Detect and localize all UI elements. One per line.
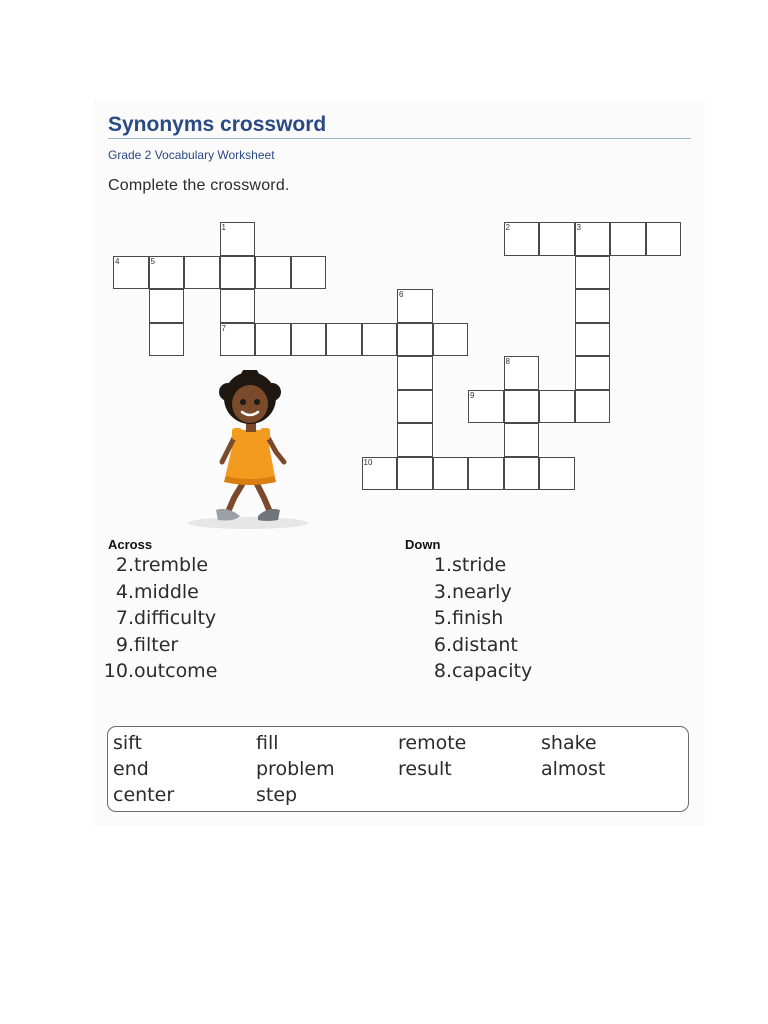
crossword-cell[interactable] bbox=[397, 390, 433, 424]
word-bank-item: shake bbox=[541, 732, 597, 754]
word-bank-item: almost bbox=[541, 758, 606, 780]
word-bank-item: fill bbox=[256, 732, 279, 754]
crossword-cell[interactable] bbox=[504, 423, 540, 457]
crossword-cell-9[interactable] bbox=[468, 390, 504, 424]
word-bank-item: result bbox=[398, 758, 452, 780]
crossword-cell[interactable] bbox=[149, 323, 185, 357]
crossword-cell[interactable] bbox=[397, 356, 433, 390]
crossword-cell[interactable] bbox=[468, 457, 504, 491]
across-heading: Across bbox=[108, 537, 153, 552]
clue-number: 5. bbox=[433, 607, 452, 630]
clue-number: 8. bbox=[433, 660, 452, 683]
crossword-cell[interactable] bbox=[397, 457, 433, 491]
clue-number: 6. bbox=[433, 633, 452, 656]
across-clue bbox=[100, 660, 217, 687]
word-bank-item: end bbox=[113, 758, 149, 780]
word-bank-item: step bbox=[256, 784, 298, 806]
clue-number: 7 bbox=[221, 323, 226, 333]
clue-text: finish bbox=[452, 607, 504, 630]
crossword-cell[interactable] bbox=[291, 323, 327, 357]
clue-text: nearly bbox=[452, 580, 512, 603]
crossword-cell[interactable] bbox=[397, 323, 433, 357]
crossword-cell[interactable] bbox=[149, 289, 185, 323]
clue-text: distant bbox=[452, 633, 518, 656]
clue-text: capacity bbox=[452, 660, 533, 683]
clue-text: tremble bbox=[134, 554, 209, 576]
crossword-cell[interactable] bbox=[539, 390, 575, 424]
crossword-cell[interactable] bbox=[326, 323, 362, 357]
crossword-cell-7[interactable] bbox=[220, 323, 256, 357]
crossword-cell[interactable] bbox=[504, 390, 540, 424]
walking-girl-illustration bbox=[184, 370, 312, 532]
crossword-cell[interactable] bbox=[575, 356, 611, 390]
crossword-cell[interactable] bbox=[539, 457, 575, 491]
down-clue-list bbox=[418, 554, 532, 687]
crossword-cell-5[interactable] bbox=[149, 256, 185, 290]
across-clue bbox=[100, 607, 217, 634]
crossword-cell[interactable] bbox=[610, 222, 646, 256]
word-bank-item: center bbox=[113, 784, 175, 806]
instruction-text: Complete the crossword. bbox=[108, 177, 290, 194]
clue-number: 5 bbox=[150, 256, 155, 266]
clue-text: difficulty bbox=[134, 607, 217, 630]
down-clue bbox=[418, 581, 532, 608]
crossword-cell[interactable] bbox=[291, 256, 327, 290]
clue-number: 9 bbox=[470, 390, 475, 400]
crossword-cell-8[interactable] bbox=[504, 356, 540, 390]
crossword-cell[interactable] bbox=[184, 256, 220, 290]
across-clue bbox=[100, 634, 217, 661]
crossword-cell[interactable] bbox=[397, 423, 433, 457]
down-clue bbox=[418, 660, 532, 687]
clue-number: 1 bbox=[221, 223, 226, 232]
word-bank-item: remote bbox=[398, 732, 467, 754]
across-clue bbox=[100, 554, 217, 581]
word-bank bbox=[107, 726, 689, 812]
crossword-cell-3[interactable] bbox=[575, 222, 611, 256]
crossword-cell[interactable] bbox=[220, 289, 256, 323]
crossword-cell[interactable] bbox=[575, 289, 611, 323]
crossword-cell[interactable] bbox=[433, 457, 469, 491]
down-clue bbox=[418, 607, 532, 634]
word-bank-item: sift bbox=[113, 732, 142, 754]
crossword-cell-2[interactable] bbox=[504, 222, 540, 256]
clue-number: 4 bbox=[115, 256, 120, 266]
crossword-cell-4[interactable] bbox=[113, 256, 149, 290]
clue-number: 7. bbox=[115, 607, 134, 630]
crossword-cell-10[interactable] bbox=[362, 457, 398, 491]
crossword-cell[interactable] bbox=[255, 323, 291, 357]
clue-number: 10. bbox=[103, 660, 134, 683]
down-clue bbox=[418, 554, 532, 581]
clue-number: 4. bbox=[115, 580, 134, 603]
crossword-cell[interactable] bbox=[220, 256, 256, 290]
crossword-cell[interactable] bbox=[255, 256, 291, 290]
crossword-cell[interactable] bbox=[433, 323, 469, 357]
clue-number: 10 bbox=[363, 457, 373, 467]
clue-text: stride bbox=[452, 554, 507, 576]
worksheet-subtitle: Grade 2 Vocabulary Worksheet bbox=[108, 148, 275, 162]
crossword-cell[interactable] bbox=[539, 222, 575, 256]
crossword-cell[interactable] bbox=[575, 323, 611, 357]
clue-number: 2. bbox=[115, 554, 134, 576]
clue-text: outcome bbox=[134, 660, 218, 683]
crossword-cell[interactable] bbox=[646, 222, 682, 256]
clue-number: 2 bbox=[505, 223, 510, 232]
crossword-cell-1[interactable] bbox=[220, 222, 256, 256]
crossword-cell-6[interactable] bbox=[397, 289, 433, 323]
clue-number: 3 bbox=[576, 223, 581, 232]
crossword-cell[interactable] bbox=[575, 390, 611, 424]
down-clue bbox=[418, 634, 532, 661]
across-clue-list bbox=[100, 554, 217, 687]
title-divider bbox=[108, 138, 691, 139]
word-bank-item: problem bbox=[256, 758, 335, 780]
across-clue bbox=[100, 581, 217, 608]
down-heading: Down bbox=[405, 537, 441, 552]
crossword-cell[interactable] bbox=[504, 457, 540, 491]
clue-number: 3. bbox=[433, 580, 452, 603]
worksheet-title: Synonyms crossword bbox=[108, 113, 327, 136]
clue-number: 9. bbox=[115, 633, 134, 656]
crossword-cell[interactable] bbox=[575, 256, 611, 290]
clue-text: filter bbox=[134, 633, 179, 656]
clue-number: 8 bbox=[505, 357, 510, 366]
clue-number: 1. bbox=[433, 554, 452, 576]
crossword-cell[interactable] bbox=[362, 323, 398, 357]
clue-number: 6 bbox=[399, 290, 404, 299]
clue-text: middle bbox=[134, 580, 199, 603]
